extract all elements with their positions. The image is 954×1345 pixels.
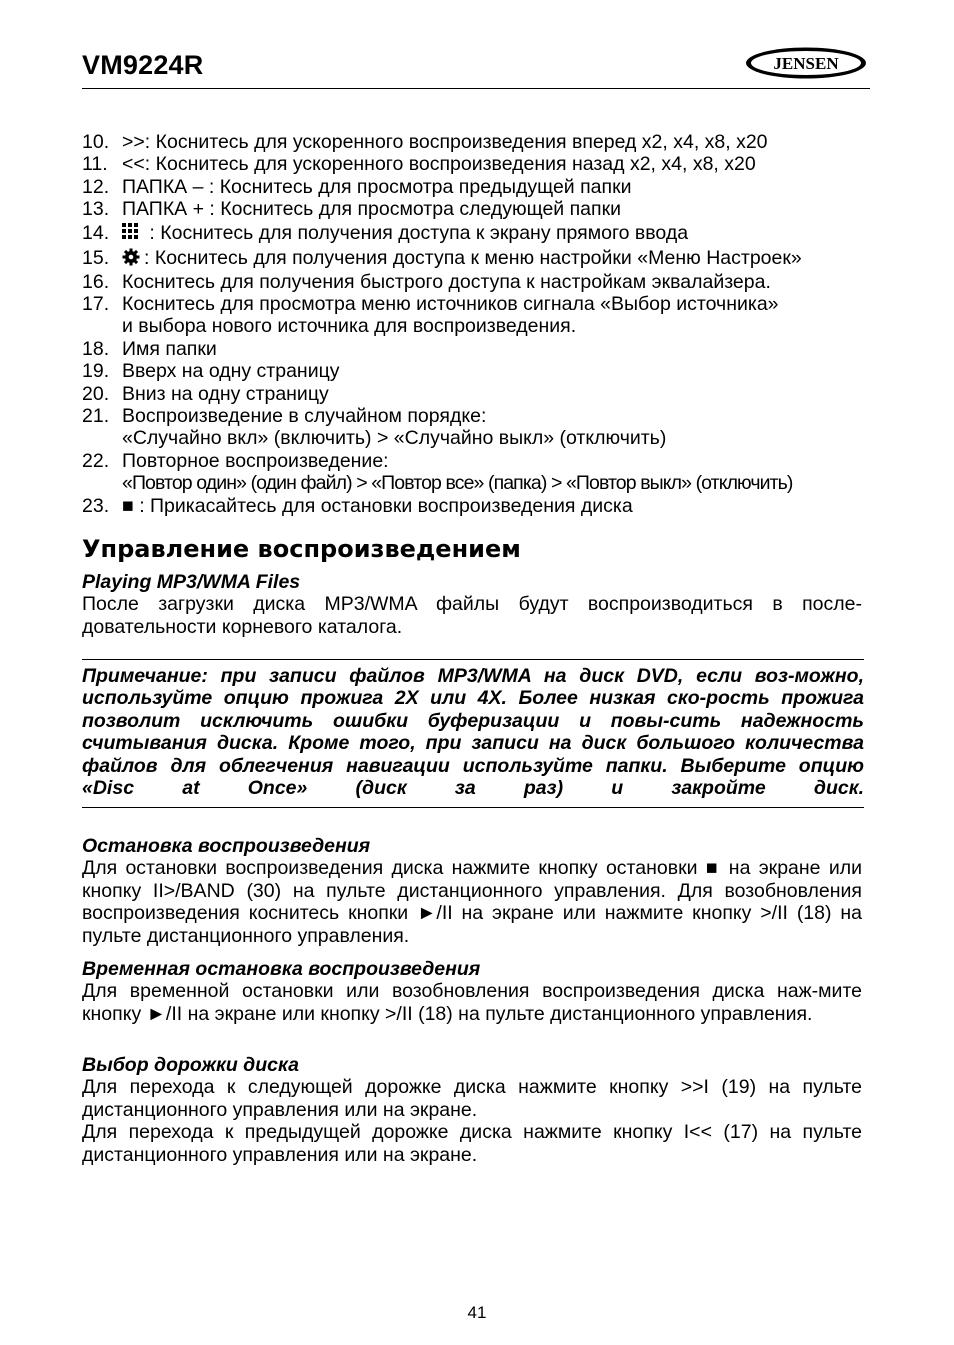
list-item: 17. Коснитесь для просмотра меню источников сигнала «Выбор источника» и выбора нового источника для воспроизведения. [82, 293, 779, 338]
stop-text: Для остановки воспроизведения диска нажмите кнопку остановки ■ на экране или кнопку II>/BAND (30) на пульте дистанционного управления. Для возобновления воспроизведения коснитесь кнопки ►/II на экране или нажмите кнопку >/II (18) на пульте дистанционного управления. [82, 857, 862, 947]
playing-text: После загрузки диска MP3/WMA файлы будут воспроизводиться в после-довательности корневого каталога. [82, 593, 862, 638]
list-item: 22. Повторное воспроизведение: «Повтор один» (один файл) > «Повтор все» (папка) > «Повтор выкл» (отключить) [82, 449, 793, 495]
track-section [82, 1054, 862, 1166]
list-item: 10. >>: Коснитесь для ускоренного воспроизведения вперед x2, x4, x8, x20 [82, 131, 768, 153]
list-item: 23. ■ : Прикасайтесь для остановки воспроизведения диска [82, 494, 633, 517]
list-item: 21. Воспроизведение в случайном порядке: «Случайно вкл» (включить) > «Случайно выкл» (отключить) [82, 405, 667, 450]
track-next-text: Для перехода к следующей дорожке диска нажмите кнопку >>I (19) на пульте дистанционного управления или на экране. [82, 1076, 862, 1121]
list-item: 16. Коснитесь для получения быстрого доступа к настройкам эквалайзера. [82, 270, 771, 293]
stop-section [82, 835, 862, 947]
keypad-grid-icon [122, 223, 140, 241]
section-title: Управление воспроизведением [82, 535, 521, 563]
gear-icon [122, 248, 140, 266]
note-box: Примечание: при записи файлов MP3/WMA на диск DVD, если воз-можно, используйте опцию прожига 2X или 4X. Более низкая ско-рость прожига позволит исключить ошибки буферизации и повы-сить надежность считывания диска. Кроме того, при записи на диск большого количества файлов для облегчения навигации используйте папки. Выберите опцию «Disc at Once» (диск за раз) и закройте диск. [82, 659, 864, 808]
list-item: 18. Имя папки [82, 337, 217, 360]
track-heading: Выбор дорожки диска [82, 1054, 299, 1076]
track-prev-text: Для перехода к предыдущей дорожке диска нажмите кнопку I<< (17) на пульте дистанционного управления или на экране. [82, 1121, 862, 1166]
pause-heading: Временная остановка воспроизведения [82, 958, 481, 980]
jensen-logo [744, 46, 868, 80]
pause-text: Для временной остановки или возобновления воспроизведения диска наж-мите кнопку ►/II на экране или кнопку >/II (18) на пульте дистанционного управления. [82, 980, 862, 1025]
list-item: 11. <<: Коснитесь для ускоренного воспроизведения назад x2, x4, x8, x20 [82, 153, 756, 176]
stop-heading: Остановка воспроизведения [82, 835, 371, 857]
playing-section [82, 571, 862, 638]
pause-section [82, 958, 862, 1025]
list-item: 19. Вверх на одну страницу [82, 360, 340, 383]
list-item: 12. ПАПКА – : Коснитесь для просмотра предыдущей папки [82, 175, 632, 198]
page-header [82, 44, 870, 89]
list-item: 20. Вниз на одну страницу [82, 382, 329, 405]
list-item: 15. : Коснитесь для получения доступа к меню настройки «Меню Настроек» [82, 246, 802, 269]
list-item: 14. : Коснитесь для получения доступа к экрану прямого ввода [82, 221, 689, 244]
list-item: 13. ПАПКА + : Коснитесь для просмотра следующей папки [82, 198, 622, 221]
logo-text: JENSEN [773, 54, 839, 73]
controls-list [82, 131, 892, 517]
page-number: 41 [467, 1303, 487, 1322]
playing-heading: Playing MP3/WMA Files [82, 571, 301, 593]
model-title: VM9224R [82, 50, 204, 80]
